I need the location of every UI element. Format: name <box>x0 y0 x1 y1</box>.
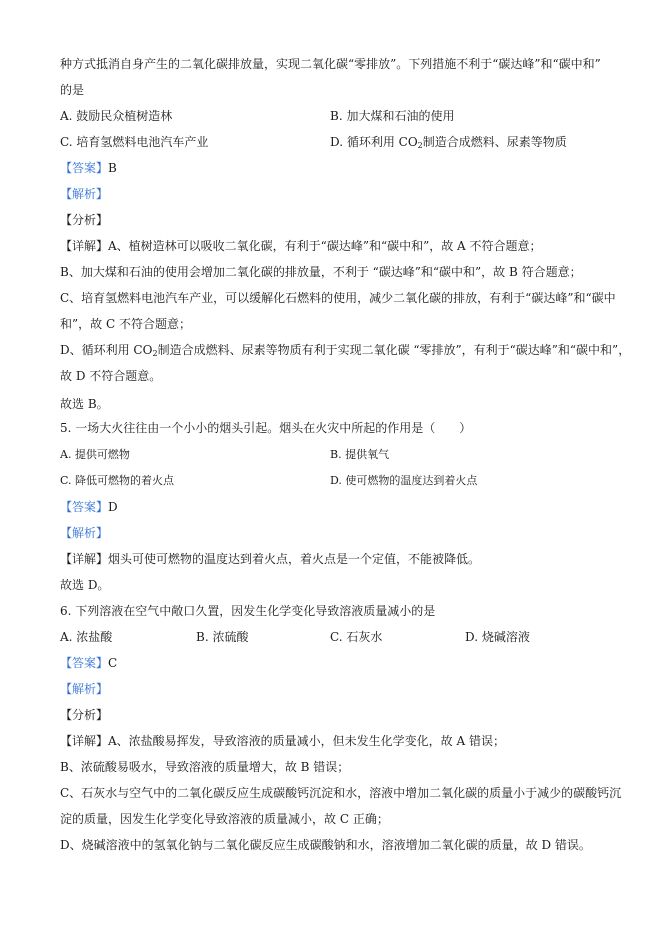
q4-option-b: B. 加大煤和石油的使用 <box>330 109 455 123</box>
q4-detail-a <box>60 238 542 254</box>
q4-detail-a-text: A、植树造林可以吸收二氧化碳，有利于“碳达峰”和“碳中和”，故 A 不符合题意； <box>108 239 542 253</box>
q5-answer-tag: 【答案】 <box>60 500 109 514</box>
q5-answer-value: D <box>108 500 118 514</box>
q6-answer-tag: 【答案】 <box>60 656 109 670</box>
q5-stem: 5. 一场大火往往由一个小小的烟头引起。烟头在火灾中所起的作用是（ ） <box>60 421 472 435</box>
q5-conclusion: 故选 D。 <box>60 578 110 592</box>
q4-option-d-sub: 2 <box>417 141 423 150</box>
q6-analysis-tag: 【解析】 <box>60 682 109 696</box>
q4-option-d <box>330 134 567 154</box>
q4-detail-c2: 和”，故 C 不符合题意； <box>60 317 191 331</box>
q4-stem-line2: 的是 <box>60 83 85 97</box>
q6-detail-d: D、烧碱溶液中的氢氧化钠与二氧化碳反应生成碳酸钠和水，溶液增加二氧化碳的质量，故 D 错误。 <box>60 838 591 852</box>
q4-detail-d1-pre: D、循环利用 CO <box>60 343 153 357</box>
q4-answer-tag: 【答案】 <box>60 161 109 175</box>
q4-detail-d1-post: 制造合成燃料、尿素等物质有利于实现二氧化碳 “零排放”，有利于“碳达峰”和“碳中和”， <box>157 343 631 357</box>
q4-detail-d2: 故 D 不符合题意。 <box>60 369 162 383</box>
q4-detail-b: B、加大煤和石油的使用会增加二氧化碳的排放量，不利于 “碳达峰”和“碳中和”，故 B 符合题意； <box>60 265 582 279</box>
q6-option-d: D. 烧碱溶液 <box>465 630 530 644</box>
q6-stem: 6. 下列溶液在空气中敞口久置，因发生化学变化导致溶液质量减小的是 <box>60 604 436 618</box>
q4-stem-line1: 种方式抵消自身产生的二氧化碳排放量，实现二氧化碳“零排放”。下列措施不利于“碳达峰”和“碳中和” <box>60 57 601 71</box>
q6-option-c: C. 石灰水 <box>330 630 383 644</box>
q5-option-c: C. 降低可燃物的着火点 <box>60 474 175 487</box>
q4-option-a: A. 鼓励民众植树造林 <box>60 109 173 123</box>
q4-detail-c1: C、培育氢燃料电池汽车产业，可以缓解化石燃料的使用，减少二氧化碳的排放，有利于“碳达峰”和“碳中 <box>60 291 616 305</box>
q4-analysis-tag: 【解析】 <box>60 187 109 201</box>
q4-option-c: C. 培育氢燃料电池汽车产业 <box>60 135 209 149</box>
q6-detail-c1: C、石灰水与空气中的二氧化碳反应生成碳酸钙沉淀和水，溶液中增加二氧化碳的质量小于减少的碳酸钙沉 <box>60 786 622 800</box>
q5-answer-line <box>60 499 118 515</box>
q6-answer-line <box>60 655 117 671</box>
q6-answer-value: C <box>108 656 118 670</box>
q5-option-a: A. 提供可燃物 <box>60 448 130 461</box>
q6-fenxi-tag: 【分析】 <box>60 708 109 722</box>
q5-detail-text: 烟头可使可燃物的温度达到着火点，着火点是一个定值，不能被降低。 <box>108 552 481 566</box>
q4-answer-value: B <box>108 161 117 175</box>
q4-option-d-pre: D. 循环利用 CO <box>330 135 418 149</box>
q4-conclusion: 故选 B。 <box>60 397 109 411</box>
q5-detail <box>60 551 480 567</box>
q6-option-b: B. 浓硫酸 <box>196 630 249 644</box>
q6-detail-tag: 【详解】 <box>60 734 109 748</box>
q4-detail-tag: 【详解】 <box>60 239 109 253</box>
q5-option-d: D. 使可燃物的温度达到着火点 <box>330 474 478 487</box>
q6-detail-c2: 淀的质量，因发生化学变化导致溶液的质量减小，故 C 正确； <box>60 812 389 826</box>
q4-answer-line <box>60 160 117 176</box>
q6-option-a: A. 浓盐酸 <box>60 630 113 644</box>
q4-option-d-post: 制造合成燃料、尿素等物质 <box>422 135 567 149</box>
q5-analysis-tag: 【解析】 <box>60 526 109 540</box>
q6-detail-b: B、浓硫酸易吸水，导致溶液的质量增大，故 B 错误； <box>60 760 350 774</box>
q6-detail-a <box>60 733 505 749</box>
q4-fenxi-tag: 【分析】 <box>60 213 109 227</box>
q4-detail-d1-sub: 2 <box>152 349 158 358</box>
q6-detail-a-text: A、浓盐酸易挥发，导致溶液的质量减小，但未发生化学变化，故 A 错误； <box>108 734 505 748</box>
q5-detail-tag: 【详解】 <box>60 552 109 566</box>
q5-option-b: B. 提供氧气 <box>330 448 390 461</box>
q4-detail-d1 <box>60 342 630 362</box>
